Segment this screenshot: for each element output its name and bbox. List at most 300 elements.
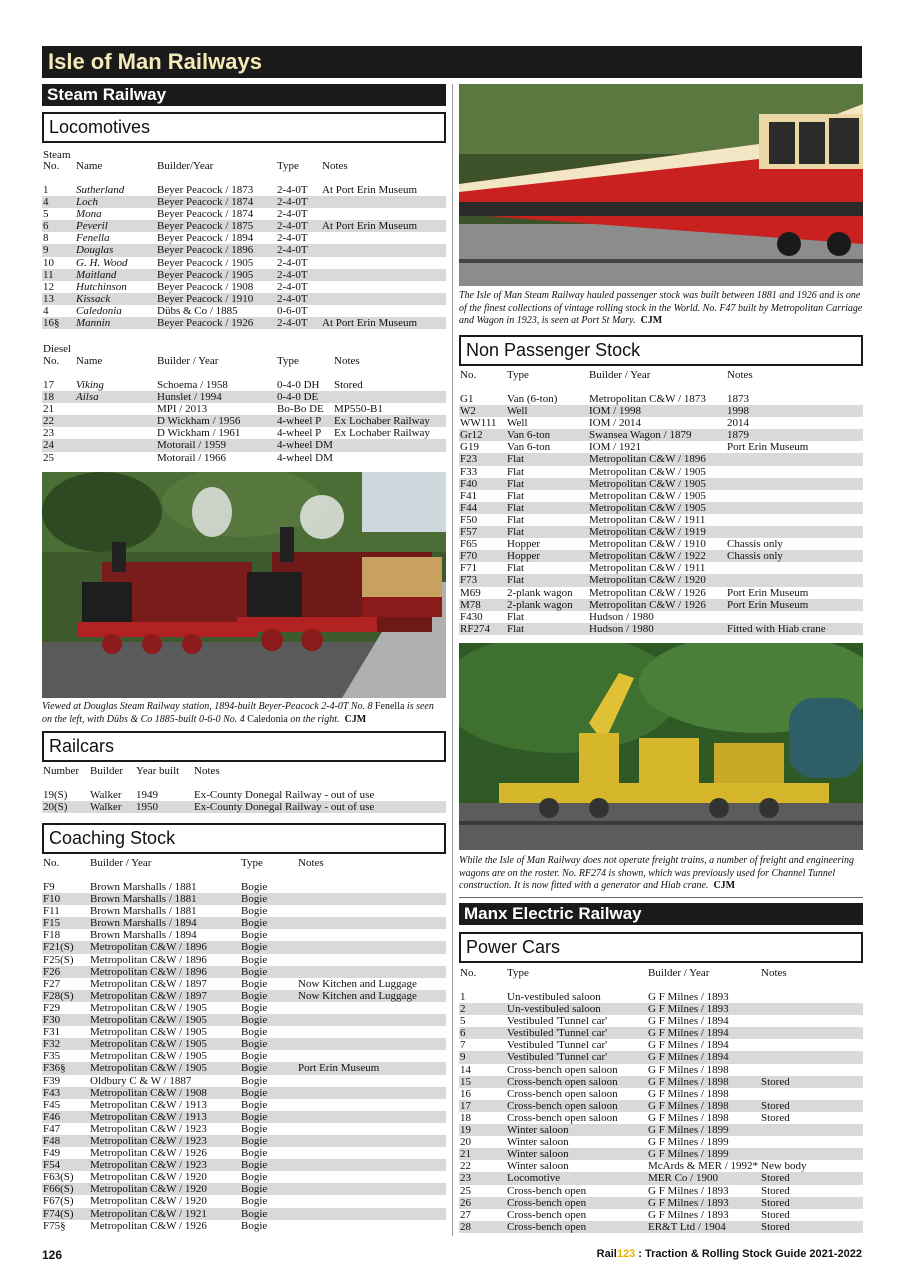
- table-row: [42, 305, 446, 317]
- table-cell: F39: [43, 1074, 61, 1087]
- table-cell: F18: [43, 929, 61, 942]
- table-cell: 23: [43, 427, 54, 440]
- column-header: No.: [460, 369, 477, 381]
- table-row: [459, 1124, 863, 1136]
- table-cell: Metropolitan C&W / 1926: [589, 586, 706, 599]
- table-row: [459, 429, 863, 441]
- table-cell: Stored: [761, 1111, 790, 1124]
- table-cell: Flat: [507, 574, 525, 587]
- table-row: [42, 196, 446, 208]
- table-cell: Port Erin Museum: [298, 1062, 380, 1075]
- table-cell: Bogie: [241, 1207, 268, 1220]
- table-cell: Cross-bench open: [507, 1196, 587, 1209]
- table-cell: Flat: [507, 453, 525, 466]
- table-cell: G F Milnes / 1894: [648, 1027, 729, 1040]
- table-cell: 16: [460, 1087, 471, 1100]
- table-cell: 17: [43, 379, 54, 391]
- table-cell: Bogie: [241, 1195, 268, 1208]
- table-cell: Bogie: [241, 953, 268, 966]
- table-cell: Van 6-ton: [507, 429, 551, 442]
- table-cell: F54: [43, 1159, 61, 1172]
- table-cell: G F Milnes / 1894: [648, 1051, 729, 1064]
- table-cell: Beyer Peacock / 1875: [157, 220, 254, 233]
- table-row: [42, 941, 446, 953]
- table-cell: 20: [460, 1136, 471, 1149]
- table-cell: Hudson / 1980: [589, 622, 654, 635]
- table-cell: Peveril: [76, 220, 108, 233]
- table-cell: Bogie: [241, 977, 268, 990]
- column-header: Notes: [194, 765, 220, 777]
- table-row: [42, 184, 446, 196]
- table-row: [459, 1221, 863, 1233]
- table-cell: F44: [460, 501, 478, 514]
- table-cell: Flat: [507, 477, 525, 490]
- table-row: [42, 1002, 446, 1014]
- table-row: [42, 391, 446, 403]
- table-cell: 4-wheel DM: [277, 439, 333, 452]
- diesel-label: Diesel: [43, 343, 72, 355]
- table-cell: G F Milnes / 1899: [648, 1136, 729, 1149]
- table-cell: Now Kitchen and Luggage: [298, 989, 417, 1002]
- column-header: Builder/Year: [157, 160, 214, 172]
- table-cell: Bogie: [241, 1159, 268, 1172]
- table-cell: F73: [460, 574, 478, 587]
- non-passenger-stock-table: [459, 369, 863, 635]
- table-cell: 12: [43, 280, 54, 293]
- table-cell: Bogie: [241, 989, 268, 1002]
- power-cars-title: Power Cars: [459, 932, 863, 963]
- table-cell: Metropolitan C&W / 1923: [90, 1134, 207, 1147]
- table-cell: 2-4-0T: [277, 292, 308, 305]
- column-header: Builder / Year: [157, 355, 219, 367]
- column-header: Name: [76, 355, 103, 367]
- table-cell: Cross-bench open: [507, 1220, 587, 1233]
- table-row: [459, 453, 863, 465]
- column-header: Type: [241, 857, 263, 869]
- table-cell: Port Erin Museum: [727, 441, 809, 454]
- table-cell: 4-wheel P: [277, 415, 322, 428]
- table-cell: Metropolitan C&W / 1897: [90, 977, 207, 990]
- table-cell: Swansea Wagon / 1879: [589, 429, 692, 442]
- table-row: [459, 1112, 863, 1124]
- table-cell: 0-4-0 DE: [277, 391, 319, 404]
- table-cell: 2-4-0T: [277, 184, 308, 196]
- table-row: [459, 1185, 863, 1197]
- table-cell: F36§: [43, 1062, 66, 1075]
- table-cell: 11: [43, 268, 54, 281]
- table-cell: Vestibuled 'Tunnel car': [507, 1039, 608, 1052]
- table-cell: Stored: [761, 1196, 790, 1209]
- table-row: [42, 208, 446, 220]
- table-cell: F67(S): [43, 1195, 74, 1208]
- table-cell: Bogie: [241, 1147, 268, 1160]
- table-cell: Ailsa: [76, 391, 99, 404]
- column-header: Year built: [136, 765, 180, 777]
- table-cell: Bogie: [241, 1110, 268, 1123]
- table-header: [459, 967, 863, 980]
- table-cell: Caledonia: [76, 304, 122, 317]
- table-header: [42, 355, 446, 368]
- column-header: Type: [277, 355, 299, 367]
- table-cell: G F Milnes / 1898: [648, 1099, 729, 1112]
- table-row: [459, 1039, 863, 1051]
- table-cell: F29: [43, 1001, 61, 1014]
- table-cell: F66(S): [43, 1183, 74, 1196]
- table-cell: Winter saloon: [507, 1136, 569, 1149]
- table-cell: Brown Marshalls / 1881: [90, 893, 197, 906]
- table-cell: Beyer Peacock / 1874: [157, 208, 254, 221]
- table-cell: Bogie: [241, 1014, 268, 1027]
- table-cell: WW111: [460, 417, 497, 430]
- table-cell: Stored: [761, 1099, 790, 1112]
- table-cell: Chassis only: [727, 550, 783, 563]
- table-cell: Flat: [507, 622, 525, 635]
- table-row: [459, 1051, 863, 1063]
- table-cell: Well: [507, 405, 528, 418]
- table-cell: Metropolitan C&W / 1920: [90, 1171, 207, 1184]
- table-cell: Schoema / 1958: [157, 379, 228, 391]
- table-cell: F10: [43, 893, 61, 906]
- table-cell: F30: [43, 1014, 61, 1027]
- table-row: [42, 917, 446, 929]
- table-cell: 2-plank wagon: [507, 586, 573, 599]
- table-row: [42, 1014, 446, 1026]
- table-cell: Winter saloon: [507, 1160, 569, 1173]
- table-header: [459, 369, 863, 382]
- table-cell: W2: [460, 405, 476, 418]
- table-row: [42, 379, 446, 391]
- table-row: [42, 893, 446, 905]
- table-cell: Viking: [76, 379, 104, 391]
- table-cell: Winter saloon: [507, 1148, 569, 1161]
- table-row: [42, 789, 446, 801]
- table-row: [42, 257, 446, 269]
- table-cell: Metropolitan C&W / 1905: [589, 489, 706, 502]
- table-row: [459, 478, 863, 490]
- table-cell: 16§: [43, 317, 60, 330]
- table-row: [459, 526, 863, 538]
- table-cell: Stored: [761, 1075, 790, 1088]
- table-cell: Metropolitan C&W / 1926: [90, 1147, 207, 1160]
- table-cell: Brown Marshalls / 1894: [90, 917, 197, 930]
- table-cell: Motorail / 1959: [157, 439, 227, 452]
- table-cell: F21(S): [43, 941, 74, 954]
- table-cell: Metropolitan C&W / 1923: [90, 1122, 207, 1135]
- table-cell: 5: [460, 1015, 466, 1028]
- table-cell: RF274: [460, 622, 490, 635]
- table-cell: Motorail / 1966: [157, 451, 227, 464]
- table-cell: Metropolitan C&W / 1911: [589, 513, 706, 526]
- table-cell: Metropolitan C&W / 1905: [589, 501, 706, 514]
- table-cell: 7: [460, 1039, 466, 1052]
- table-row: [42, 1087, 446, 1099]
- section-divider: [459, 897, 863, 898]
- table-cell: F25(S): [43, 953, 74, 966]
- table-cell: Fenella: [76, 232, 110, 245]
- column-header: Type: [507, 369, 529, 381]
- table-cell: Beyer Peacock / 1910: [157, 292, 254, 305]
- table-cell: Bo-Bo DE: [277, 403, 324, 416]
- table-cell: At Port Erin Museum: [322, 220, 418, 233]
- table-cell: Metropolitan C&W / 1910: [589, 538, 706, 551]
- table-cell: Metropolitan C&W / 1905: [90, 1026, 207, 1039]
- table-cell: McArds & MER / 1992*: [648, 1160, 758, 1173]
- table-cell: Bogie: [241, 1062, 268, 1075]
- table-cell: 2-4-0T: [277, 208, 308, 221]
- table-cell: Metropolitan C&W / 1921: [90, 1207, 207, 1220]
- table-header: [42, 765, 446, 778]
- table-cell: D Wickham / 1961: [157, 427, 241, 440]
- table-cell: F31: [43, 1026, 61, 1039]
- table-cell: Stored: [761, 1220, 790, 1233]
- publication-footer: Rail123 : Traction & Rolling Stock Guide 2021-2022: [596, 1248, 862, 1260]
- table-cell: Hutchinson: [76, 280, 127, 293]
- table-cell: At Port Erin Museum: [322, 317, 418, 330]
- table-cell: Now Kitchen and Luggage: [298, 977, 417, 990]
- table-cell: 1950: [136, 801, 158, 814]
- table-cell: Metropolitan C&W / 1896: [90, 941, 207, 954]
- table-row: [459, 1197, 863, 1209]
- table-cell: Bogie: [241, 941, 268, 954]
- table-cell: 18: [460, 1111, 471, 1124]
- column-header: Notes: [727, 369, 753, 381]
- table-row: [42, 1099, 446, 1111]
- column-header: Builder: [90, 765, 123, 777]
- power-cars-table: [459, 967, 863, 1233]
- table-row: [42, 1038, 446, 1050]
- table-cell: Mannin: [76, 317, 111, 330]
- table-cell: Flat: [507, 610, 525, 623]
- table-cell: Brown Marshalls / 1881: [90, 905, 197, 918]
- table-cell: Brown Marshalls / 1881: [90, 881, 197, 893]
- table-cell: 4: [43, 196, 49, 209]
- table-row: [42, 1208, 446, 1220]
- table-cell: 2014: [727, 417, 749, 430]
- table-row: [42, 439, 446, 451]
- table-cell: F75§: [43, 1219, 66, 1232]
- table-cell: 25: [43, 451, 54, 464]
- table-row: [42, 317, 446, 329]
- table-cell: 19(S): [43, 789, 68, 801]
- column-header: Notes: [334, 355, 360, 367]
- table-cell: 23: [460, 1172, 471, 1185]
- table-cell: Bogie: [241, 905, 268, 918]
- table-cell: 1: [460, 991, 466, 1003]
- table-cell: 28: [460, 1220, 471, 1233]
- table-cell: 5: [43, 208, 49, 221]
- table-cell: At Port Erin Museum: [322, 184, 418, 196]
- table-cell: 2-4-0T: [277, 220, 308, 233]
- table-cell: 8: [43, 232, 49, 245]
- table-cell: F45: [43, 1098, 61, 1111]
- table-row: [42, 244, 446, 256]
- table-row: [459, 538, 863, 550]
- table-cell: Brown Marshalls / 1894: [90, 929, 197, 942]
- column-divider: [452, 84, 453, 1236]
- table-cell: Port Erin Museum: [727, 586, 809, 599]
- table-cell: Cross-bench open: [507, 1184, 587, 1197]
- table-cell: Un-vestibuled saloon: [507, 1003, 601, 1016]
- table-cell: F35: [43, 1050, 61, 1063]
- table-cell: Cross-bench open: [507, 1208, 587, 1221]
- table-cell: Bogie: [241, 1122, 268, 1135]
- table-cell: Well: [507, 417, 528, 430]
- table-cell: Beyer Peacock / 1896: [157, 244, 254, 257]
- table-cell: G F Milnes / 1899: [648, 1124, 729, 1137]
- crane-wagon-caption: While the Isle of Man Railway does not operate freight trains, a number of freight and engineering wagons are on the roster. No. RF274 is shown, which was previously used for Channel Tunnel construction. It is now fitted with a generator and Hiab crane. CJM: [459, 855, 855, 891]
- table-cell: Flat: [507, 526, 525, 539]
- table-row: [459, 550, 863, 562]
- table-cell: Cross-bench open saloon: [507, 1087, 618, 1100]
- table-cell: F47: [43, 1122, 61, 1135]
- table-row: [459, 490, 863, 502]
- table-cell: Bogie: [241, 1134, 268, 1147]
- table-row: [459, 587, 863, 599]
- table-cell: Gr12: [460, 429, 483, 442]
- table-cell: 17: [460, 1099, 471, 1112]
- table-cell: F63(S): [43, 1171, 74, 1184]
- table-cell: 26: [460, 1196, 471, 1209]
- column-header: Notes: [298, 857, 324, 869]
- manx-electric-heading: Manx Electric Railway: [459, 903, 863, 925]
- table-cell: 27: [460, 1208, 471, 1221]
- table-row: [42, 220, 446, 232]
- table-cell: 13: [43, 292, 54, 305]
- table-cell: G F Milnes / 1893: [648, 1003, 729, 1016]
- table-cell: 2-4-0T: [277, 196, 308, 209]
- table-row: [459, 611, 863, 623]
- table-cell: 2-4-0T: [277, 244, 308, 257]
- table-row: [42, 232, 446, 244]
- table-cell: G F Milnes / 1899: [648, 1148, 729, 1161]
- table-row: [459, 1015, 863, 1027]
- table-row: [42, 929, 446, 941]
- table-row: [459, 1209, 863, 1221]
- table-cell: Flat: [507, 489, 525, 502]
- table-cell: 14: [460, 1063, 471, 1076]
- table-row: [42, 1062, 446, 1074]
- column-header: Notes: [761, 967, 787, 979]
- table-cell: F33: [460, 465, 478, 478]
- table-cell: G19: [460, 441, 479, 454]
- table-cell: F46: [43, 1110, 61, 1123]
- table-cell: F11: [43, 905, 60, 918]
- table-cell: Sutherland: [76, 184, 125, 196]
- table-cell: Bogie: [241, 1098, 268, 1111]
- table-cell: MP550-B1: [334, 403, 383, 416]
- table-cell: Dübs & Co / 1885: [157, 304, 238, 317]
- table-row: [42, 452, 446, 464]
- table-cell: 2-4-0T: [277, 232, 308, 245]
- table-cell: Van 6-ton: [507, 441, 551, 454]
- table-cell: New body: [761, 1160, 807, 1173]
- table-cell: Vestibuled 'Tunnel car': [507, 1027, 608, 1040]
- table-row: [459, 1064, 863, 1076]
- table-row: [459, 405, 863, 417]
- page-number: 126: [42, 1248, 63, 1262]
- table-row: [42, 1075, 446, 1087]
- table-cell: Stored: [761, 1172, 790, 1185]
- table-header: [42, 160, 446, 173]
- table-cell: 9: [43, 244, 49, 257]
- table-cell: G F Milnes / 1893: [648, 1208, 729, 1221]
- table-cell: Bogie: [241, 929, 268, 942]
- table-cell: G F Milnes / 1894: [648, 1015, 729, 1028]
- steam-label: Steam: [43, 149, 71, 161]
- table-cell: G F Milnes / 1894: [648, 1039, 729, 1052]
- table-cell: F48: [43, 1134, 61, 1147]
- table-row: [42, 1123, 446, 1135]
- table-cell: 21: [43, 403, 54, 416]
- table-row: [42, 881, 446, 893]
- table-cell: F57: [460, 526, 478, 539]
- table-cell: Bogie: [241, 1219, 268, 1232]
- table-cell: Loch: [76, 196, 98, 209]
- table-row: [459, 1148, 863, 1160]
- table-row: [459, 1172, 863, 1184]
- table-cell: 22: [460, 1160, 471, 1173]
- table-cell: Vestibuled 'Tunnel car': [507, 1051, 608, 1064]
- table-cell: Beyer Peacock / 1905: [157, 268, 254, 281]
- table-cell: F50: [460, 513, 478, 526]
- table-row: [42, 1159, 446, 1171]
- table-row: [459, 599, 863, 611]
- table-cell: Locomotive: [507, 1172, 561, 1185]
- table-cell: 0-4-0 DH: [277, 379, 320, 391]
- table-cell: Bogie: [241, 1050, 268, 1063]
- table-cell: Vestibuled 'Tunnel car': [507, 1015, 608, 1028]
- table-row: [42, 269, 446, 281]
- table-cell: Bogie: [241, 965, 268, 978]
- table-cell: Hudson / 1980: [589, 610, 654, 623]
- diesel-table: [42, 355, 446, 464]
- table-cell: Ex-County Donegal Railway - out of use: [194, 801, 375, 814]
- table-cell: Kissack: [76, 292, 111, 305]
- table-row: [42, 1195, 446, 1207]
- table-header: [42, 857, 446, 870]
- table-cell: Bogie: [241, 1086, 268, 1099]
- column-header: No.: [43, 160, 60, 172]
- table-cell: Ex Lochaber Railway: [334, 415, 430, 428]
- table-cell: F9: [43, 881, 55, 893]
- table-cell: F28(S): [43, 989, 74, 1002]
- table-cell: Metropolitan C&W / 1896: [90, 965, 207, 978]
- table-row: [459, 574, 863, 586]
- table-cell: Beyer Peacock / 1926: [157, 317, 254, 330]
- table-cell: 0-6-0T: [277, 304, 308, 317]
- table-row: [42, 427, 446, 439]
- table-row: [459, 441, 863, 453]
- column-header: Type: [277, 160, 299, 172]
- table-row: [42, 1147, 446, 1159]
- steam-locos-caption: Viewed at Douglas Steam Railway station, 1894-built Beyer-Peacock 2-4-0T No. 8 Fenella is seen on the left, with Dübs & Co 1885-built 0-6-0 No. 4 Caledonia on the right. CJM: [42, 701, 434, 725]
- table-cell: Beyer Peacock / 1874: [157, 196, 254, 209]
- table-cell: Metropolitan C&W / 1905: [90, 1001, 207, 1014]
- table-cell: Metropolitan C&W / 1897: [90, 989, 207, 1002]
- table-row: [42, 415, 446, 427]
- table-cell: Metropolitan C&W / 1922: [589, 550, 706, 563]
- table-cell: Metropolitan C&W / 1926: [589, 598, 706, 611]
- table-cell: Maitland: [76, 268, 117, 281]
- table-cell: Beyer Peacock / 1873: [157, 184, 254, 196]
- table-row: [42, 801, 446, 813]
- table-cell: Metropolitan C&W / 1913: [90, 1110, 207, 1123]
- table-cell: 2-4-0T: [277, 317, 308, 330]
- table-cell: Stored: [761, 1184, 790, 1197]
- table-cell: F41: [460, 489, 478, 502]
- column-header: Type: [507, 967, 529, 979]
- table-cell: G. H. Wood: [76, 256, 128, 269]
